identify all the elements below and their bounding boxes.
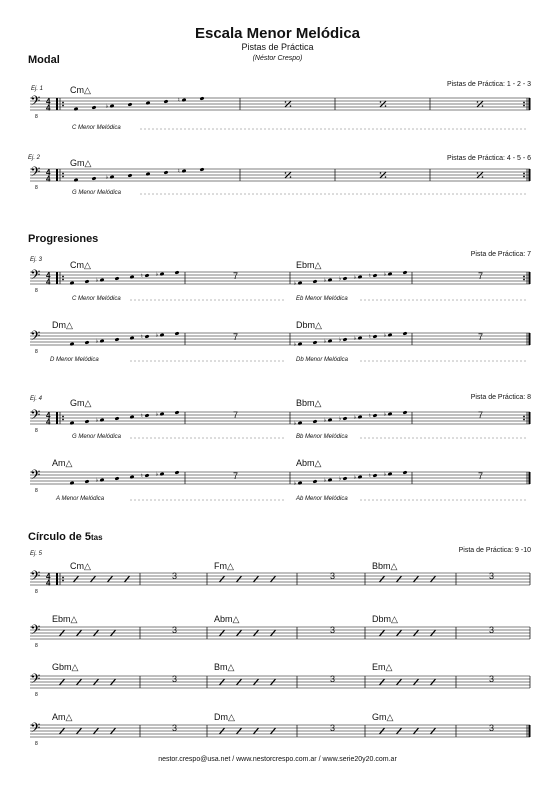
note-head (182, 98, 187, 102)
section-modal: Modal (28, 54, 60, 66)
note-head (313, 479, 318, 483)
repeat-count: 3 (172, 674, 178, 684)
chord-symbol: Ebm△ (296, 260, 322, 270)
note-head (85, 479, 90, 483)
accidental: ♭ (383, 471, 387, 478)
note-head (115, 276, 120, 280)
scale-label: G Menor Melódica (72, 190, 122, 196)
accidental: ♭ (105, 103, 109, 110)
scale-label: Ab Menor Melódica (296, 496, 348, 502)
exercise-label: Ej. 3 (30, 257, 43, 263)
note-head (313, 279, 318, 283)
bass-clef: 𝄢 (30, 568, 41, 587)
accidental: ♭ (338, 275, 342, 283)
bass-clef: 𝄢 (30, 467, 41, 486)
bass-clef: 𝄢 (30, 671, 41, 690)
repeat-count: 7 (478, 471, 484, 481)
accidental: ♭ (293, 420, 297, 427)
chord-symbol: Bm△ (214, 662, 235, 672)
chord-symbol: Bbm△ (296, 398, 322, 408)
note-head (128, 173, 133, 177)
repeat-dot (62, 580, 64, 582)
note-head (85, 419, 90, 423)
accidental: ♭ (323, 477, 327, 484)
note-head (328, 418, 333, 422)
scale-label: Db Menor Melódica (296, 357, 349, 363)
repeat-dot (62, 279, 64, 281)
accidental: ♮ (140, 272, 143, 280)
note-head (85, 279, 90, 283)
time-signature-bottom: 4 (46, 103, 51, 113)
repeat-count: 3 (172, 571, 178, 581)
note-head (100, 418, 105, 422)
note-head (74, 178, 79, 182)
note-head (110, 175, 115, 179)
repeat-dot (523, 173, 525, 175)
note-head (145, 413, 150, 417)
time-signature-top: 4 (46, 97, 51, 106)
chord-symbol: Cm△ (70, 260, 91, 270)
note-head (403, 331, 408, 335)
simile-dot (290, 176, 292, 178)
repeat-count: 7 (478, 332, 484, 342)
repeat-count: 3 (330, 625, 336, 635)
simile-dot (477, 172, 479, 174)
accidental: ♭ (338, 415, 342, 423)
simile-dot (385, 105, 387, 107)
note-head (70, 481, 75, 485)
accidental: ♭ (95, 477, 99, 484)
simile-dot (482, 105, 484, 107)
note-head (130, 275, 135, 279)
repeat-dot (523, 105, 525, 107)
note-head (146, 172, 151, 176)
note-head (160, 333, 165, 337)
exercise-label: Ej. 4 (30, 396, 43, 402)
repeat-dot (62, 577, 64, 579)
note-head (160, 272, 165, 276)
accidental: ♭ (353, 474, 357, 481)
chord-symbol: Em△ (372, 662, 393, 672)
accidental: ♭ (293, 480, 297, 487)
repeat-count: 3 (489, 674, 495, 684)
simile-dot (477, 101, 479, 103)
footer-contact: nestor.crespo@usa.net / www.nestorcrespo.com.ar / www.serie20y20.com.ar (158, 756, 397, 763)
accidental: ♮ (140, 472, 143, 480)
note-head (313, 419, 318, 423)
time-signature-bottom: 4 (46, 417, 51, 427)
section-circulo-label: Círculo de 5 (28, 531, 91, 543)
note-head (373, 273, 378, 277)
repeat-count: 3 (489, 625, 495, 635)
bass-clef: 𝄢 (30, 407, 41, 426)
clef-octave-mark: 8 (35, 741, 38, 747)
scale-label: G Menor Melódica (72, 434, 122, 440)
time-signature-top: 4 (46, 168, 51, 177)
accidental: ♭ (155, 271, 159, 278)
accidental: ♭ (95, 338, 99, 345)
note-head (130, 475, 135, 479)
note-head (328, 278, 333, 282)
bass-clef: 𝄢 (30, 267, 41, 286)
chord-symbol: Am△ (52, 458, 73, 468)
final-barline-thick (529, 272, 531, 284)
time-signature-bottom: 4 (46, 277, 51, 287)
note-head (160, 472, 165, 476)
note-head (130, 336, 135, 340)
scale-label: C Menor Melódica (72, 296, 121, 302)
note-head (145, 273, 150, 277)
note-head (70, 342, 75, 346)
repeat-dot (523, 176, 525, 178)
chord-symbol: Gm△ (70, 158, 92, 168)
accidental: ♭ (155, 411, 159, 418)
accidental: ♭ (293, 280, 297, 287)
clef-octave-mark: 8 (35, 589, 38, 595)
practice-tracks-label: Pistas de Práctica: 4 - 5 - 6 (446, 155, 531, 162)
note-head (175, 410, 180, 414)
scale-label: Eb Menor Melódica (296, 296, 348, 302)
note-head (373, 413, 378, 417)
note-head (115, 337, 120, 341)
note-head (403, 270, 408, 274)
final-barline-thick (529, 333, 531, 345)
chord-symbol: Gm△ (70, 398, 92, 408)
note-head (145, 334, 150, 338)
accidental: ♭ (155, 471, 159, 478)
accidental: ♮ (368, 412, 371, 420)
scale-label: Bb Menor Melódica (296, 434, 348, 440)
note-head (164, 99, 169, 103)
simile-dot (285, 101, 287, 103)
time-signature-top: 4 (46, 411, 51, 420)
note-head (164, 170, 169, 174)
simile-dot (385, 176, 387, 178)
chord-symbol: Abm△ (296, 458, 322, 468)
clef-octave-mark: 8 (35, 488, 38, 494)
repeat-start-thick (56, 412, 58, 424)
note-head (160, 412, 165, 416)
repeat-start-thick (56, 98, 58, 110)
exercise-label: Ej. 1 (31, 86, 44, 92)
note-head (175, 470, 180, 474)
accidental: ♮ (177, 168, 180, 175)
note-head (175, 331, 180, 335)
accidental: ♭ (95, 277, 99, 284)
note-head (70, 281, 75, 285)
clef-octave-mark: 8 (35, 349, 38, 355)
accidental: ♮ (140, 412, 143, 420)
final-barline-thick (529, 472, 531, 484)
note-head (343, 276, 348, 280)
time-signature-top: 4 (46, 271, 51, 280)
chord-symbol: Dm△ (52, 320, 73, 330)
accidental: ♭ (95, 417, 99, 424)
repeat-dot (62, 176, 64, 178)
note-head (358, 475, 363, 479)
note-head (145, 473, 150, 477)
note-head (313, 340, 318, 344)
accidental: ♮ (177, 97, 180, 104)
note-head (403, 410, 408, 414)
note-head (298, 421, 303, 425)
note-head (175, 270, 180, 274)
accidental: ♮ (368, 333, 371, 341)
clef-octave-mark: 8 (35, 114, 38, 120)
clef-octave-mark: 8 (35, 288, 38, 294)
simile-dot (380, 101, 382, 103)
chord-symbol: Abm△ (214, 614, 240, 624)
clef-octave-mark: 8 (35, 185, 38, 191)
note-head (74, 107, 79, 111)
time-signature-bottom: 4 (46, 578, 51, 588)
note-head (100, 339, 105, 343)
repeat-dot (523, 102, 525, 104)
bass-clef: 𝄢 (30, 164, 41, 183)
accidental: ♭ (323, 277, 327, 284)
accidental: ♭ (383, 332, 387, 339)
repeat-count: 7 (478, 410, 484, 420)
final-barline-thick (529, 725, 531, 737)
note-head (100, 478, 105, 482)
repeat-dot (62, 173, 64, 175)
final-barline-thick (529, 98, 531, 110)
note-head (388, 333, 393, 337)
note-head (388, 272, 393, 276)
chord-symbol: Dbm△ (296, 320, 322, 330)
repeat-dot (523, 279, 525, 281)
chord-symbol: Ebm△ (52, 614, 78, 624)
repeat-count: 3 (489, 571, 495, 581)
accidental: ♭ (338, 475, 342, 483)
accidental: ♮ (368, 272, 371, 280)
note-head (373, 473, 378, 477)
accidental: ♭ (383, 271, 387, 278)
note-head (110, 104, 115, 108)
accidental: ♭ (323, 417, 327, 424)
repeat-dot (62, 419, 64, 421)
repeat-count: 3 (330, 723, 336, 733)
section-circulo-suffix: tas (90, 533, 103, 542)
chord-symbol: Dbm△ (372, 614, 398, 624)
note-head (115, 416, 120, 420)
repeat-dot (62, 416, 64, 418)
simile-dot (482, 176, 484, 178)
note-head (130, 415, 135, 419)
simile-dot (380, 172, 382, 174)
repeat-dot (523, 276, 525, 278)
practice-tracks-label: Pista de Práctica: 8 (470, 394, 531, 401)
repeat-count: 3 (330, 674, 336, 684)
scale-label: A Menor Melódica (56, 496, 105, 502)
note-head (298, 342, 303, 346)
accidental: ♭ (155, 332, 159, 339)
repeat-count: 3 (330, 571, 336, 581)
chord-symbol: Dm△ (214, 712, 235, 722)
repeat-dot (62, 102, 64, 104)
accidental: ♭ (353, 274, 357, 281)
note-head (200, 96, 205, 100)
practice-tracks-label: Pista de Práctica: 7 (470, 251, 531, 258)
note-head (100, 278, 105, 282)
repeat-start-thick (56, 169, 58, 181)
accidental: ♭ (353, 335, 357, 342)
accidental: ♭ (383, 411, 387, 418)
repeat-count: 3 (489, 723, 495, 733)
note-head (182, 169, 187, 173)
bass-clef: 𝄢 (30, 93, 41, 112)
repeat-count: 3 (172, 625, 178, 635)
repeat-count: 7 (233, 271, 239, 281)
chord-symbol: Cm△ (70, 85, 91, 95)
note-head (388, 472, 393, 476)
accidental: ♭ (338, 336, 342, 344)
chord-symbol: Am△ (52, 712, 73, 722)
accidental: ♮ (140, 333, 143, 341)
note-head (343, 337, 348, 341)
repeat-start-thick (56, 272, 58, 284)
accidental: ♮ (368, 472, 371, 480)
final-barline-thick (529, 412, 531, 424)
practice-tracks-label: Pistas de Práctica: 1 - 2 - 3 (446, 81, 531, 88)
note-head (128, 102, 133, 106)
repeat-dot (62, 276, 64, 278)
section-progresiones: Progresiones (28, 233, 99, 245)
chord-symbol: Gbm△ (52, 662, 79, 672)
repeat-count: 7 (233, 410, 239, 420)
page-subtitle: Pistas de Práctica (241, 42, 314, 52)
accidental: ♭ (293, 341, 297, 348)
clef-octave-mark: 8 (35, 643, 38, 649)
repeat-dot (523, 416, 525, 418)
note-head (373, 334, 378, 338)
repeat-dot (62, 105, 64, 107)
repeat-count: 7 (233, 332, 239, 342)
accidental: ♭ (323, 338, 327, 345)
exercise-label: Ej. 5 (30, 551, 43, 557)
clef-octave-mark: 8 (35, 692, 38, 698)
bass-clef: 𝄢 (30, 328, 41, 347)
note-head (388, 412, 393, 416)
final-barline-thick (529, 169, 531, 181)
note-head (298, 481, 303, 485)
note-head (115, 476, 120, 480)
simile-dot (290, 105, 292, 107)
page-title: Escala Menor Melódica (194, 25, 361, 42)
note-head (358, 336, 363, 340)
time-signature-bottom: 4 (46, 174, 51, 184)
chord-symbol: Gm△ (372, 712, 394, 722)
repeat-count: 7 (233, 471, 239, 481)
note-head (298, 281, 303, 285)
exercise-label: Ej. 2 (28, 155, 41, 161)
repeat-count: 7 (478, 271, 484, 281)
author: (Néstor Crespo) (252, 55, 303, 62)
note-head (343, 416, 348, 420)
accidental: ♭ (353, 414, 357, 421)
note-head (328, 478, 333, 482)
accidental: ♭ (105, 174, 109, 181)
simile-dot (285, 172, 287, 174)
note-head (70, 421, 75, 425)
chord-symbol: Fm△ (214, 561, 234, 571)
practice-tracks-label: Pista de Práctica: 9 -10 (458, 547, 531, 554)
note-head (92, 105, 97, 109)
bass-clef: 𝄢 (30, 622, 41, 641)
note-head (85, 340, 90, 344)
chord-symbol: Cm△ (70, 561, 91, 571)
note-head (343, 476, 348, 480)
note-head (200, 167, 205, 171)
note-head (328, 339, 333, 343)
note-head (146, 101, 151, 105)
repeat-count: 3 (172, 723, 178, 733)
repeat-start-thick (56, 573, 58, 585)
repeat-dot (523, 419, 525, 421)
note-head (358, 275, 363, 279)
note-head (92, 176, 97, 180)
clef-octave-mark: 8 (35, 428, 38, 434)
time-signature-top: 4 (46, 572, 51, 581)
bass-clef: 𝄢 (30, 720, 41, 739)
scale-label: D Menor Melódica (50, 357, 99, 363)
note-head (403, 470, 408, 474)
chord-symbol: Bbm△ (372, 561, 398, 571)
scale-label: C Menor Melódica (72, 125, 121, 131)
note-head (358, 415, 363, 419)
